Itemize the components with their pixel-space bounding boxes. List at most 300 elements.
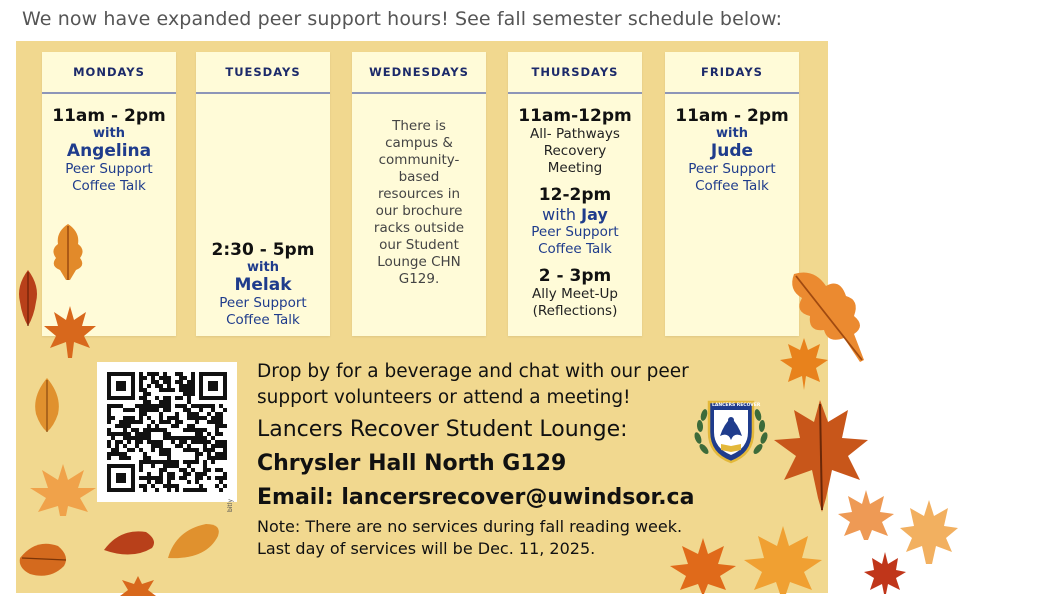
monday-with: with — [93, 126, 125, 141]
qr-module — [119, 432, 123, 436]
qr-module — [131, 448, 135, 452]
qr-module — [111, 448, 115, 452]
qr-module — [119, 404, 123, 408]
qr-module — [199, 436, 203, 440]
qr-module — [175, 488, 179, 492]
qr-module — [167, 384, 171, 388]
qr-module — [143, 412, 147, 416]
qr-module — [191, 468, 195, 472]
qr-module — [207, 456, 211, 460]
qr-module — [191, 436, 195, 440]
qr-module — [171, 484, 175, 488]
qr-module — [139, 448, 143, 452]
qr-module — [115, 424, 119, 428]
qr-module — [187, 396, 191, 400]
thursday-desc1: All- Pathways — [530, 126, 620, 142]
thursday-with: with — [542, 205, 577, 224]
qr-module — [215, 412, 219, 416]
qr-module — [187, 408, 191, 412]
qr-module — [167, 464, 171, 468]
qr-module — [207, 420, 211, 424]
qr-module — [143, 476, 147, 480]
qr-module — [159, 476, 163, 480]
qr-module — [191, 428, 195, 432]
maple-leaf-icon — [836, 488, 896, 542]
qr-module — [131, 428, 135, 432]
qr-module — [223, 472, 227, 476]
qr-module — [143, 404, 147, 408]
thursday-column — [508, 52, 642, 336]
qr-module — [191, 416, 195, 420]
qr-module — [123, 420, 127, 424]
qr-module — [159, 404, 163, 408]
qr-module — [179, 380, 183, 384]
qr-module — [215, 452, 219, 456]
qr-module — [219, 452, 223, 456]
qr-module — [123, 424, 127, 428]
qr-module — [155, 380, 159, 384]
maple-leaf-icon — [42, 304, 98, 360]
qr-module — [195, 412, 199, 416]
qr-module — [183, 440, 187, 444]
schedule-flyer — [16, 41, 828, 593]
qr-module — [195, 480, 199, 484]
qr-module — [147, 392, 151, 396]
qr-module — [219, 480, 223, 484]
qr-module — [155, 444, 159, 448]
qr-module — [183, 404, 187, 408]
qr-module — [139, 460, 143, 464]
monday-line2: Coffee Talk — [72, 178, 146, 194]
qr-module — [203, 460, 207, 464]
drop-by-line1: Drop by for a beverage and chat with our peer — [257, 361, 689, 382]
thursday-desc3: (Reflections) — [532, 303, 618, 319]
qr-module — [207, 468, 211, 472]
qr-module — [219, 420, 223, 424]
qr-module — [139, 388, 143, 392]
qr-module — [143, 388, 147, 392]
qr-module — [147, 424, 151, 428]
wednesday-line: based — [398, 169, 440, 185]
qr-module — [127, 440, 131, 444]
qr-module — [151, 428, 155, 432]
qr-module — [195, 420, 199, 424]
wednesday-header: WEDNESDAYS — [352, 52, 486, 94]
qr-module — [123, 428, 127, 432]
qr-module — [207, 432, 211, 436]
qr-module — [147, 408, 151, 412]
qr-module — [183, 392, 187, 396]
thursday-desc3: Ally Meet-Up — [532, 286, 618, 302]
qr-module — [183, 436, 187, 440]
qr-module — [167, 460, 171, 464]
qr-module — [159, 388, 163, 392]
qr-module — [107, 428, 111, 432]
qr-module — [179, 388, 183, 392]
wednesday-line: racks outside — [373, 220, 465, 236]
qr-module — [159, 468, 163, 472]
qr-module — [127, 424, 131, 428]
qr-module — [155, 480, 159, 484]
qr-module — [183, 408, 187, 412]
qr-module — [123, 408, 127, 412]
qr-module — [187, 416, 191, 420]
qr-module — [163, 460, 167, 464]
qr-module — [127, 448, 131, 452]
friday-with: with — [716, 126, 748, 141]
qr-module — [163, 464, 167, 468]
qr-module — [159, 384, 163, 388]
wednesday-line: G129. — [398, 271, 440, 287]
monday-column — [42, 52, 176, 336]
qr-module — [183, 468, 187, 472]
qr-module — [155, 440, 159, 444]
qr-module — [135, 444, 139, 448]
qr-module — [179, 404, 183, 408]
qr-module — [215, 416, 219, 420]
qr-module — [215, 440, 219, 444]
qr-module — [107, 444, 111, 448]
qr-module — [159, 376, 163, 380]
qr-module — [147, 472, 151, 476]
qr-module — [195, 456, 199, 460]
qr-module — [207, 404, 211, 408]
qr-module — [167, 408, 171, 412]
monday-line1: Peer Support — [65, 161, 153, 177]
friday-line2: Coffee Talk — [695, 178, 769, 194]
qr-module — [223, 476, 227, 480]
qr-module — [135, 440, 139, 444]
qr-module — [187, 380, 191, 384]
qr-module — [203, 416, 207, 420]
thursday-time3: 2 - 3pm — [538, 266, 612, 286]
qr-module — [139, 408, 143, 412]
thursday-time2: 12-2pm — [538, 185, 612, 205]
qr-module — [219, 488, 223, 492]
qr-module — [167, 400, 171, 404]
qr-module — [155, 396, 159, 400]
qr-module — [107, 456, 111, 460]
qr-module — [131, 436, 135, 440]
qr-module — [183, 428, 187, 432]
qr-module — [207, 412, 211, 416]
qr-module — [139, 380, 143, 384]
qr-module — [223, 456, 227, 460]
qr-module — [195, 452, 199, 456]
qr-module — [211, 456, 215, 460]
qr-module — [139, 464, 143, 468]
orange-leaf-icon — [166, 520, 224, 564]
qr-module — [219, 404, 223, 408]
qr-module — [203, 436, 207, 440]
qr-module — [203, 440, 207, 444]
qr-module — [147, 440, 151, 444]
qr-module — [159, 440, 163, 444]
qr-module — [147, 400, 151, 404]
qr-module — [127, 432, 131, 436]
qr-module — [163, 396, 167, 400]
qr-module — [179, 468, 183, 472]
qr-module — [147, 428, 151, 432]
qr-module — [183, 476, 187, 480]
qr-module — [151, 440, 155, 444]
maple-leaf-icon — [668, 536, 738, 594]
thursday-desc1: Recovery — [543, 143, 607, 159]
qr-module — [175, 436, 179, 440]
qr-module — [183, 460, 187, 464]
red-leaf-icon — [14, 268, 42, 328]
qr-module — [191, 388, 195, 392]
qr-module — [159, 472, 163, 476]
qr-module — [123, 456, 127, 460]
qr-module — [151, 408, 155, 412]
qr-module — [115, 452, 119, 456]
qr-module — [179, 376, 183, 380]
qr-module — [191, 448, 195, 452]
qr-module — [155, 428, 159, 432]
qr-module — [155, 460, 159, 464]
qr-module — [223, 484, 227, 488]
qr-module — [139, 376, 143, 380]
qr-code-icon — [97, 362, 237, 502]
qr-module — [163, 448, 167, 452]
qr-module — [195, 472, 199, 476]
qr-module — [155, 476, 159, 480]
qr-module — [171, 476, 175, 480]
qr-module — [159, 428, 163, 432]
qr-module — [215, 484, 219, 488]
qr-module — [163, 452, 167, 456]
qr-module — [195, 488, 199, 492]
tuesday-line1: Peer Support — [219, 295, 307, 311]
qr-module — [115, 404, 119, 408]
qr-module — [211, 436, 215, 440]
tuesday-header: TUESDAYS — [196, 52, 330, 94]
logo-text: LANCERS RECOVER — [712, 403, 761, 408]
qr-module — [199, 476, 203, 480]
qr-module — [111, 452, 115, 456]
qr-module — [127, 416, 131, 420]
qr-module — [107, 452, 111, 456]
qr-module — [143, 460, 147, 464]
qr-module — [171, 416, 175, 420]
qr-module — [107, 416, 111, 420]
wednesday-column — [352, 52, 486, 336]
qr-module — [143, 408, 147, 412]
qr-module — [139, 440, 143, 444]
qr-module — [123, 436, 127, 440]
qr-module — [215, 432, 219, 436]
qr-module — [211, 420, 215, 424]
qr-brand: bitly — [227, 499, 234, 513]
qr-module — [223, 408, 227, 412]
qr-module — [147, 476, 151, 480]
qr-module — [215, 444, 219, 448]
qr-module — [219, 476, 223, 480]
qr-module — [187, 472, 191, 476]
qr-module — [175, 372, 179, 376]
thursday-time1: 11am-12pm — [518, 106, 632, 126]
qr-module — [179, 396, 183, 400]
qr-module — [211, 408, 215, 412]
qr-module — [139, 420, 143, 424]
qr-module — [163, 432, 167, 436]
qr-module — [195, 460, 199, 464]
qr-module — [151, 476, 155, 480]
qr-module — [151, 484, 155, 488]
qr-module — [163, 428, 167, 432]
qr-module — [111, 432, 115, 436]
qr-module — [151, 420, 155, 424]
thursday-line1: Peer Support — [531, 224, 619, 240]
qr-module — [175, 416, 179, 420]
qr-module — [147, 384, 151, 388]
thursday-line2: Coffee Talk — [538, 241, 612, 257]
qr-module — [215, 476, 219, 480]
qr-module — [191, 372, 195, 376]
qr-module — [163, 468, 167, 472]
qr-module — [187, 448, 191, 452]
qr-module — [195, 428, 199, 432]
qr-module — [199, 428, 203, 432]
qr-module — [207, 476, 211, 480]
qr-module — [219, 468, 223, 472]
tuesday-column — [196, 52, 330, 336]
qr-module — [151, 460, 155, 464]
qr-module — [203, 488, 207, 492]
qr-module — [127, 420, 131, 424]
qr-module — [127, 408, 131, 412]
qr-module — [167, 404, 171, 408]
qr-module — [171, 460, 175, 464]
maple-leaf-icon — [780, 336, 828, 392]
oak-leaf-icon — [48, 222, 88, 282]
qr-module — [175, 444, 179, 448]
qr-module — [191, 380, 195, 384]
qr-module — [183, 448, 187, 452]
qr-module — [147, 436, 151, 440]
qr-module — [159, 480, 163, 484]
lancers-recover-emblem-icon — [688, 388, 774, 470]
qr-module — [155, 424, 159, 428]
qr-module — [123, 444, 127, 448]
qr-module — [119, 424, 123, 428]
qr-module — [151, 376, 155, 380]
qr-module — [187, 444, 191, 448]
qr-module — [171, 424, 175, 428]
qr-module — [175, 412, 179, 416]
qr-module — [199, 432, 203, 436]
qr-module — [175, 380, 179, 384]
qr-module — [139, 416, 143, 420]
qr-module — [159, 400, 163, 404]
qr-module — [115, 448, 119, 452]
qr-module — [167, 432, 171, 436]
friday-column — [665, 52, 799, 336]
qr-module — [131, 408, 135, 412]
qr-module — [107, 412, 111, 416]
maple-leaf-icon — [118, 574, 158, 596]
qr-module — [159, 416, 163, 420]
qr-module — [199, 488, 203, 492]
qr-module — [135, 432, 139, 436]
qr-module — [135, 436, 139, 440]
qr-module — [147, 460, 151, 464]
qr-module — [167, 472, 171, 476]
contact-email[interactable]: Email: lancersrecover@uwindsor.ca — [257, 485, 695, 510]
qr-module — [167, 416, 171, 420]
qr-module — [191, 424, 195, 428]
qr-module — [139, 372, 143, 376]
qr-module — [147, 404, 151, 408]
qr-module — [171, 472, 175, 476]
qr-module — [219, 444, 223, 448]
qr-module — [143, 452, 147, 456]
tuesday-line2: Coffee Talk — [226, 312, 300, 328]
qr-module — [179, 420, 183, 424]
qr-module — [155, 488, 159, 492]
note-line1: Note: There are no services during fall reading week. — [257, 517, 683, 536]
qr-module — [195, 440, 199, 444]
qr-code[interactable] — [97, 362, 237, 513]
qr-module — [107, 440, 111, 444]
qr-module — [207, 448, 211, 452]
qr-module — [163, 420, 167, 424]
qr-module — [163, 388, 167, 392]
intro-text: We now have expanded peer support hours! See fall semester schedule below: — [22, 8, 783, 30]
qr-module — [171, 440, 175, 444]
qr-module — [203, 464, 207, 468]
qr-module — [167, 456, 171, 460]
qr-module — [167, 488, 171, 492]
qr-module — [167, 480, 171, 484]
qr-module — [175, 460, 179, 464]
thursday-desc1: Meeting — [547, 160, 603, 176]
monday-header: MONDAYS — [42, 52, 176, 94]
monday-name: Angelina — [66, 141, 152, 161]
qr-module — [191, 404, 195, 408]
wednesday-line: community- — [378, 152, 460, 168]
qr-module — [159, 412, 163, 416]
qr-module — [139, 476, 143, 480]
qr-module — [107, 408, 111, 412]
qr-module — [159, 448, 163, 452]
qr-module — [203, 448, 207, 452]
thursday-with-jay — [508, 205, 642, 224]
qr-module — [215, 468, 219, 472]
tuesday-name: Melak — [234, 275, 292, 295]
qr-module — [191, 392, 195, 396]
qr-module — [139, 384, 143, 388]
qr-module — [211, 404, 215, 408]
qr-module — [163, 372, 167, 376]
qr-module — [151, 380, 155, 384]
qr-module — [131, 416, 135, 420]
qr-module — [179, 444, 183, 448]
qr-module — [203, 444, 207, 448]
qr-module — [143, 396, 147, 400]
qr-module — [195, 448, 199, 452]
qr-module — [167, 420, 171, 424]
qr-module — [167, 452, 171, 456]
qr-module — [167, 396, 171, 400]
qr-module — [175, 424, 179, 428]
qr-module — [179, 384, 183, 388]
qr-module — [199, 416, 203, 420]
qr-module — [147, 432, 151, 436]
qr-module — [187, 384, 191, 388]
qr-module — [107, 404, 111, 408]
